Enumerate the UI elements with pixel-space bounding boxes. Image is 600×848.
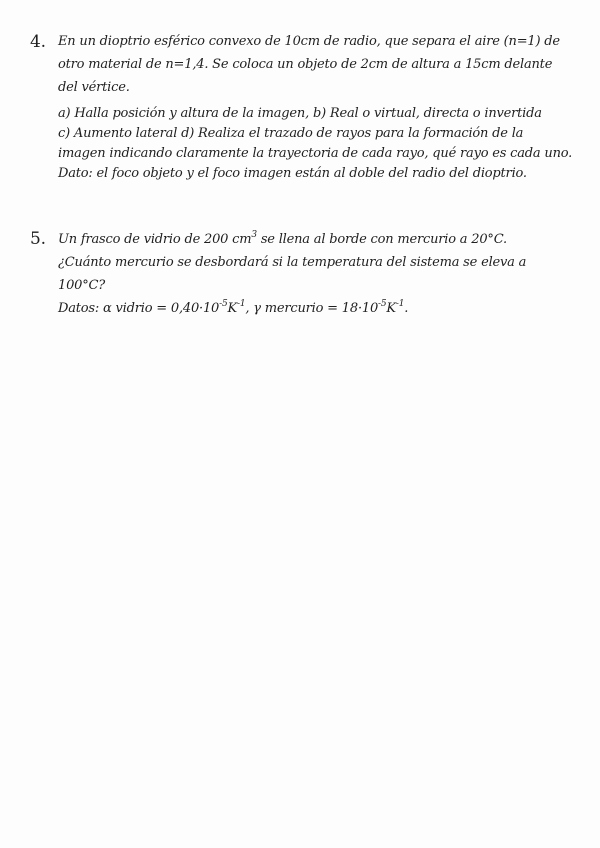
data-exp-1: -5 bbox=[219, 298, 228, 309]
data-mid: , γ mercurio = 18·10 bbox=[245, 301, 379, 316]
problem-4-line-4: a) Halla posición y altura de la imagen, b) Real o virtual, directa o invertida bbox=[58, 106, 542, 121]
problem-5-line-3: 100°C? bbox=[58, 278, 106, 293]
data-prefix: Datos: α vidrio = 0,40·10 bbox=[58, 301, 220, 316]
problem-5 bbox=[32, 228, 570, 320]
data-exp-2: -5 bbox=[378, 298, 387, 309]
problem-5-line-2: ¿Cuánto mercurio se desbordará si la temperatura del sistema se eleva a bbox=[58, 255, 527, 270]
problem-5-data bbox=[32, 298, 409, 316]
problem-4-line-1: En un dioptrio esférico convexo de 10cm de radio, que separa el aire (n=1) de bbox=[58, 34, 560, 49]
problem-4-line-6: imagen indicando claramente la trayectoria de cada rayo, qué rayo es cada uno. bbox=[58, 146, 573, 161]
problem-4 bbox=[30, 32, 573, 184]
data-tail: . bbox=[404, 301, 409, 316]
problem-4-number: 4. bbox=[30, 32, 46, 52]
problem-4-line-3: del vértice. bbox=[58, 80, 130, 95]
problem-4-line-7: Dato: el foco objeto y el foco imagen están al doble del radio del dioptrio. bbox=[58, 166, 527, 181]
data-exp-2b: -1 bbox=[395, 298, 405, 309]
data-exp-1b: -1 bbox=[237, 298, 246, 309]
problem-4-line-2: otro material de n=1,4. Se coloca un objeto de 2cm de altura a 15cm delante bbox=[58, 57, 553, 72]
problem-5-number: 5. bbox=[30, 229, 46, 249]
data-unit-2: K bbox=[386, 301, 396, 316]
problem-5-line-1: Un frasco de vidrio de 200 cm bbox=[58, 232, 252, 247]
problem-4-line-5: c) Aumento lateral d) Realiza el trazado de rayos para la formación de la bbox=[58, 126, 524, 141]
problem-5-superscript: 3 bbox=[251, 229, 257, 240]
data-unit-1: K bbox=[227, 301, 238, 316]
problem-5-line-1-end: se llena al borde con mercurio a 20°C. bbox=[256, 232, 507, 247]
